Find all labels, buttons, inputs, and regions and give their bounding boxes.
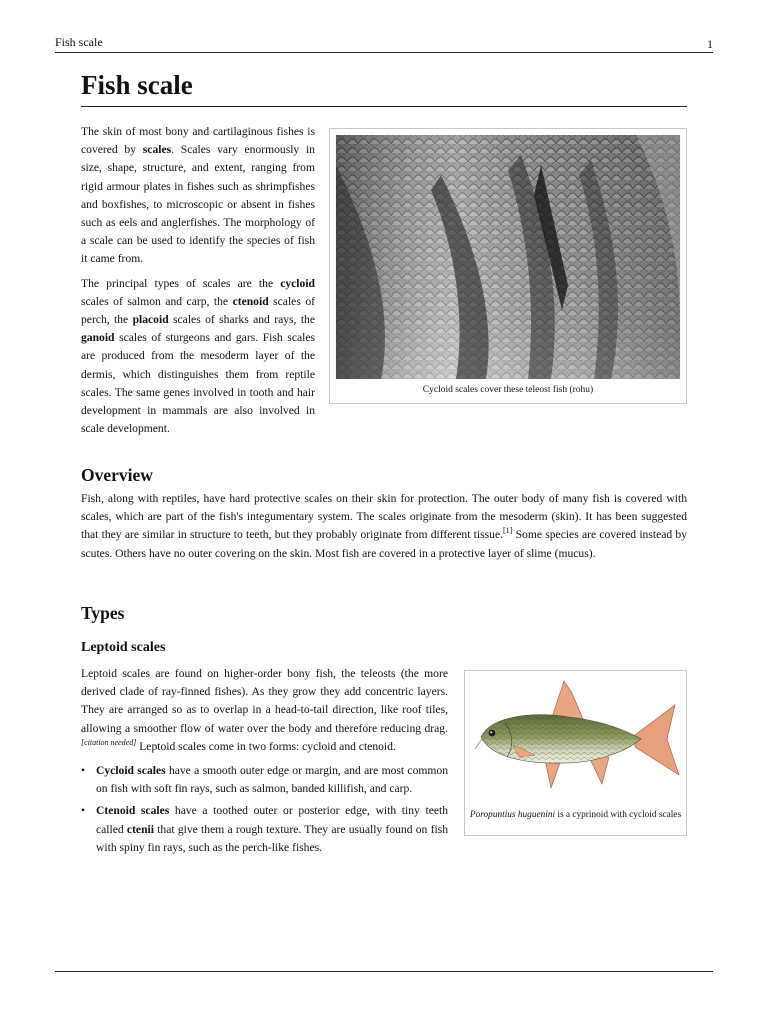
intro-paragraph-2: The principal types of scales are the cycloid scales of salmon and carp, the ctenoid scales of perch, the placoid scales of sharks and rays, the ganoid scales of sturgeons and gars. Fish scales are produced from the mesoderm layer of the dermis, which distinguishes them from reptile scales. The same genes involved in tooth and hair development in mammals are also involved in scale development. (81, 276, 315, 436)
intro-section (81, 123, 687, 444)
reference-1-link[interactable]: [1] (503, 526, 513, 536)
rohu-figure-caption: Cycloid scales cover these teleost fish (rohu) (422, 385, 594, 395)
page-number: 1 (707, 37, 713, 51)
citation-needed-link[interactable]: [citation needed] (81, 737, 137, 747)
leptoid-section (81, 665, 687, 861)
overview-paragraph: Fish, along with reptiles, have hard protective scales on their skin for protection. The outer body of many fish is covered with scales, which are part of the fish's integumentary system. The scales originate from the mesoderm (skin). It has been suggested that they are similar in structure to teeth, but they probably originate from different tissue.[1] Some species are covered instead by scutes. Others have no outer covering on the skin. Most fish are covered in a protective layer of slime (mucus). (81, 492, 688, 560)
page-title: Fish scale (81, 70, 687, 107)
running-header (55, 34, 713, 53)
footer-rule (55, 971, 713, 972)
rohu-scales-figure (329, 128, 687, 404)
list-item-ctenoid: • Ctenoid scales have a toothed outer or posterior edge, with tiny teeth called ctenii that give them a rough texture. They are usually found on fish with spiny fin rays, such as the perch-like fishes. (96, 802, 687, 857)
rohu-scales-photo (336, 135, 680, 379)
leptoid-scale-types-list (81, 762, 687, 857)
types-heading: Types (81, 603, 125, 623)
running-header-title: Fish scale (55, 35, 103, 49)
leptoid-heading: Leptoid scales (81, 640, 166, 655)
poropuntius-figure-caption: Poropuntius huguenini is a cyprinoid with cycloid scales (469, 810, 682, 821)
intro-paragraph-1: The skin of most bony and cartilaginous fishes is covered by scales. Scales vary enormously in size, shape, structure, and extent, ranging from rigid armour plates in fishes such as shrimpfishes and boxfishes, to microscopic or absent in fishes such as eels and anglerfishes. The morphology of a scale can be used to identify the species of fish it came from. (81, 125, 315, 266)
leptoid-paragraph: Leptoid scales are found on higher-order bony fish, the teleosts (the more derived clade of ray-finned fishes). As they grow they add concentric layers. They are arranged so as to overlap in a head-to-tail direction, like roof tiles, allowing a smoother flow of water over the body and therefore reducing drag.[citation needed] Leptoid scales come in two forms: cycloid and ctenoid. (81, 667, 448, 753)
list-item-cycloid: • Cycloid scales have a smooth outer edge or margin, and are most common on fish with soft fin rays, such as salmon, banded killifish, and carp. (96, 762, 687, 798)
overview-heading: Overview (81, 465, 153, 485)
